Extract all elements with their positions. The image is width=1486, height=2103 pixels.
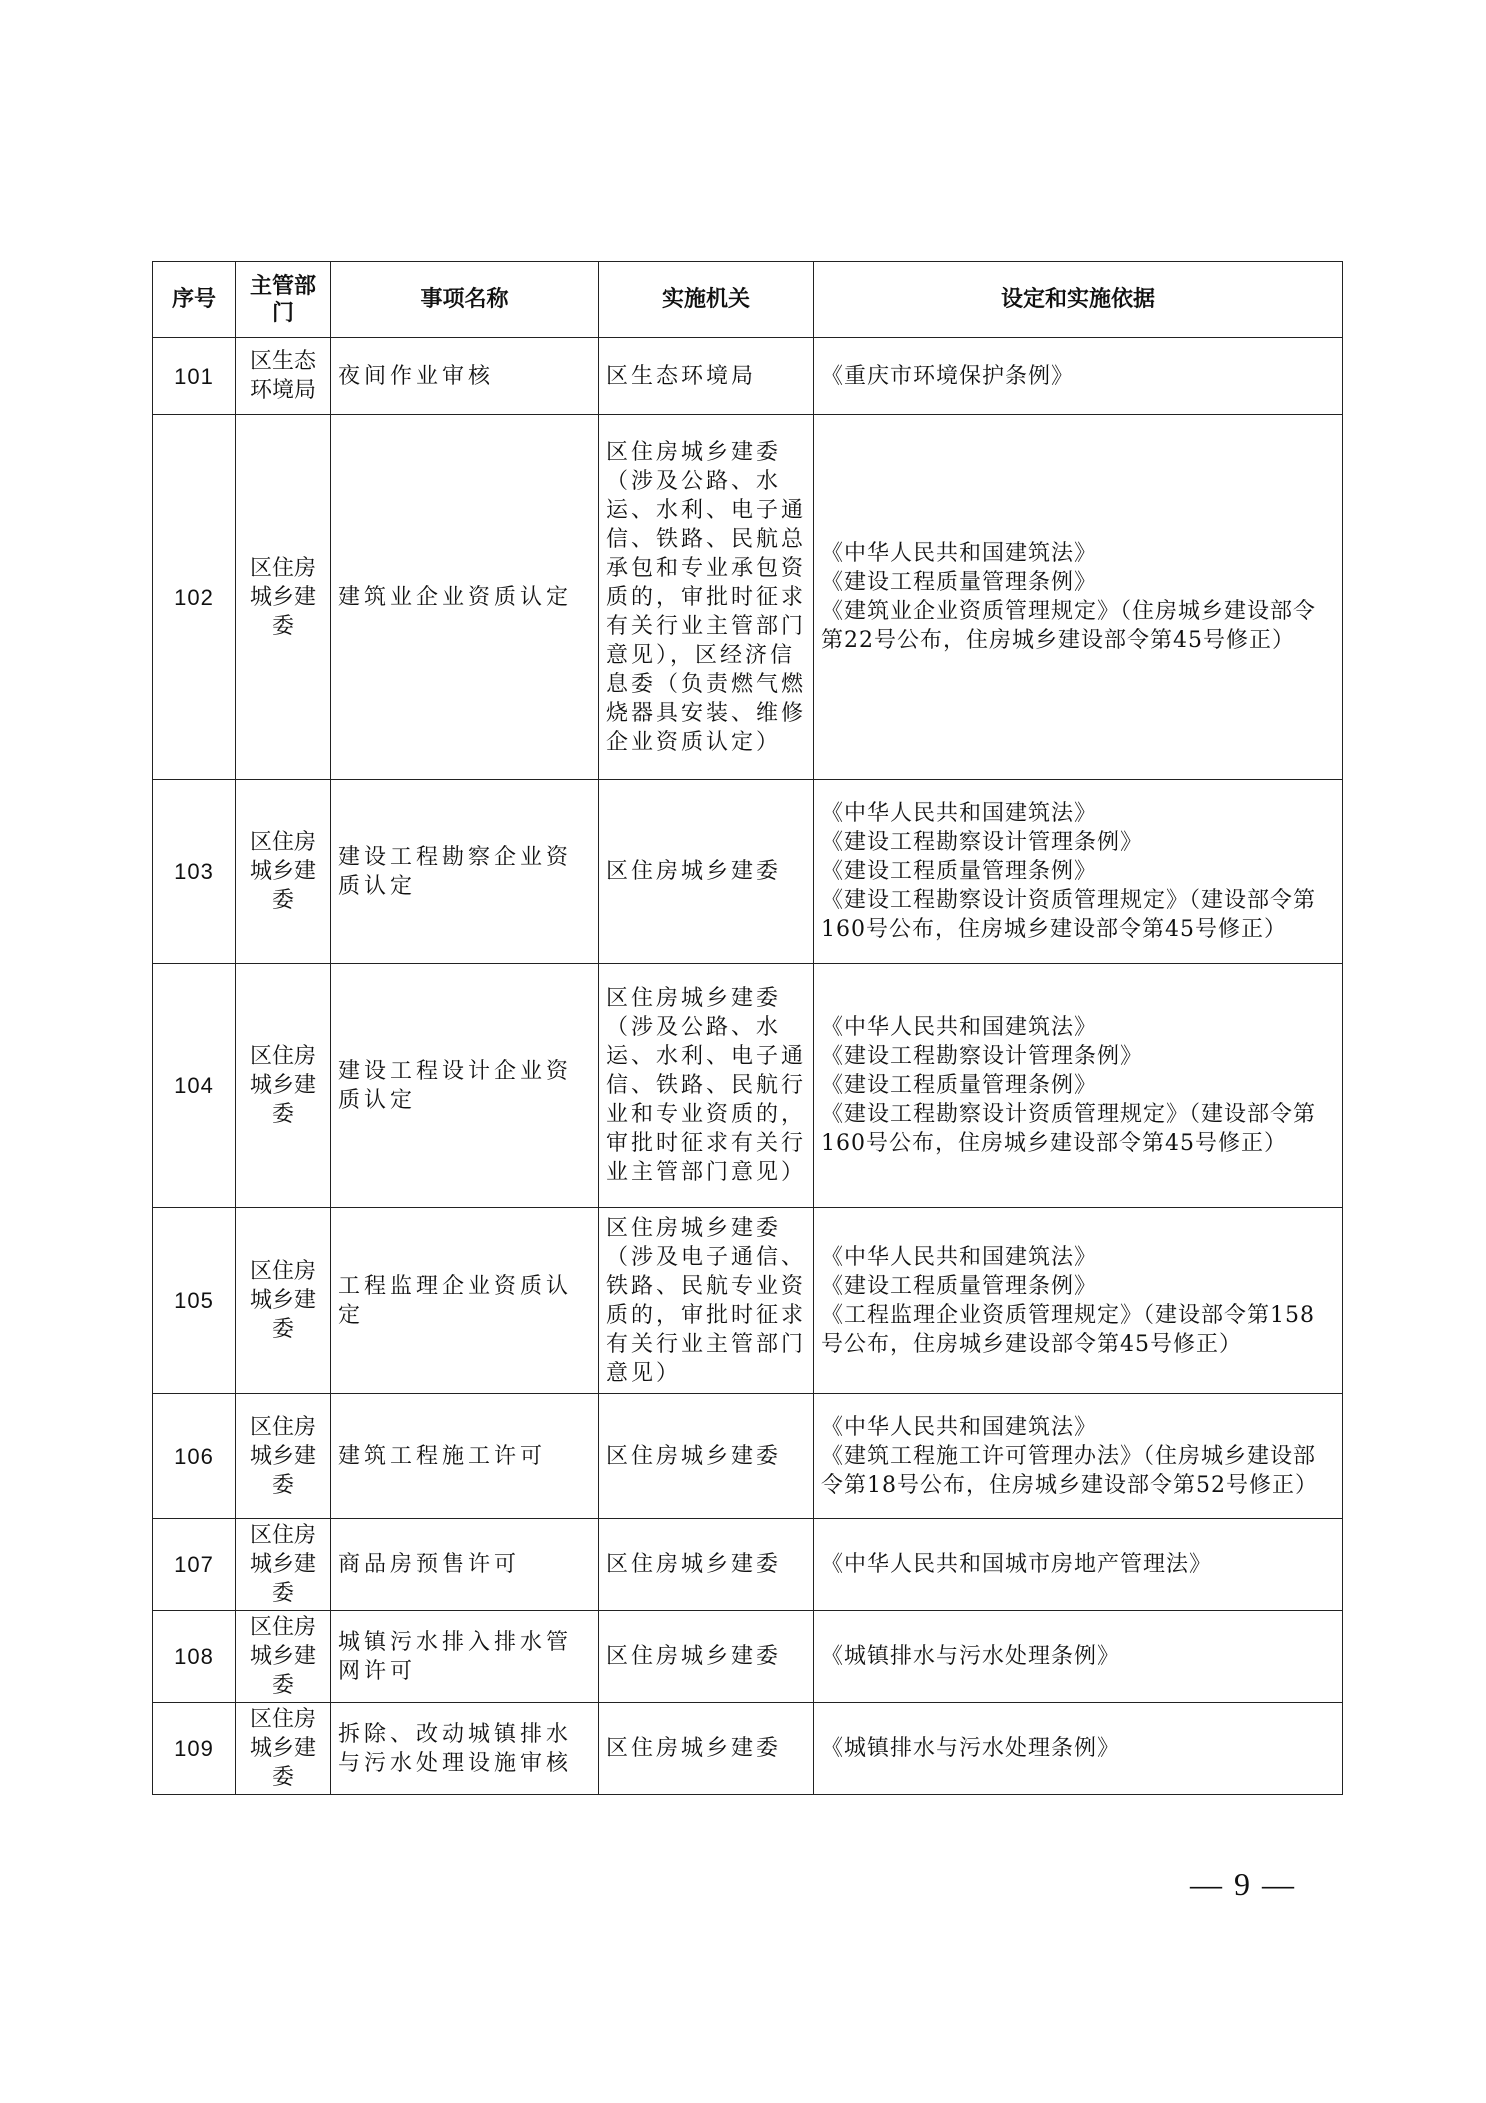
row-basis <box>814 964 1343 1208</box>
row-org: 区住房城乡建委 <box>599 1519 814 1611</box>
table-header-row <box>153 262 1343 338</box>
row-dept: 区住房城乡建委 <box>236 1611 331 1703</box>
row-org: 区住房城乡建委 <box>599 780 814 964</box>
table-row <box>153 415 1343 780</box>
row-org: 区住房城乡建委 <box>599 1394 814 1519</box>
basis-law: 《中华人民共和国城市房地产管理法》 <box>821 1552 1213 1577</box>
row-no: 107 <box>153 1519 236 1611</box>
row-name: 商品房预售许可 <box>331 1519 599 1611</box>
approval-items-table <box>152 261 1343 1795</box>
basis-law: 《建筑业企业资质管理规定》（住房城乡建设部令第22号公布，住房城乡建设部令第45号修正） <box>821 599 1317 653</box>
row-name: 建设工程勘察企业资质认定 <box>331 780 599 964</box>
row-no: 104 <box>153 964 236 1208</box>
row-basis <box>814 1394 1343 1519</box>
row-name: 建设工程设计企业资质认定 <box>331 964 599 1208</box>
row-basis <box>814 1611 1343 1703</box>
row-no: 108 <box>153 1611 236 1703</box>
row-name: 夜间作业审核 <box>331 338 599 415</box>
basis-law: 《建设工程勘察设计管理条例》 <box>821 1044 1144 1069</box>
row-org: 区住房城乡建委（涉及公路、水运、水利、电子通信、铁路、民航行业和专业资质的，审批时征求有关行业主管部门意见） <box>599 964 814 1208</box>
row-org: 区住房城乡建委（涉及公路、水运、水利、电子通信、铁路、民航总承包和专业承包资质的，审批时征求有关行业主管部门意见），区经济信息委（负责燃气燃烧器具安装、维修企业资质认定） <box>599 415 814 780</box>
row-basis <box>814 338 1343 415</box>
row-name: 建筑工程施工许可 <box>331 1394 599 1519</box>
basis-law: 《中华人民共和国建筑法》 <box>821 801 1098 826</box>
header-dept <box>236 262 331 338</box>
basis-law: 《城镇排水与污水处理条例》 <box>821 1736 1121 1761</box>
row-dept: 区住房城乡建委 <box>236 964 331 1208</box>
row-name: 城镇污水排入排水管网许可 <box>331 1611 599 1703</box>
table-row <box>153 780 1343 964</box>
basis-law: 《工程监理企业资质管理规定》（建设部令第158号公布，住房城乡建设部令第45号修正） <box>821 1302 1315 1357</box>
row-org: 区生态环境局 <box>599 338 814 415</box>
row-org: 区住房城乡建委 <box>599 1703 814 1795</box>
basis-law: 《建设工程勘察设计资质管理规定》（建设部令第160号公布，住房城乡建设部令第45号修正） <box>821 888 1317 942</box>
row-dept: 区住房城乡建委 <box>236 1208 331 1394</box>
row-no: 102 <box>153 415 236 780</box>
table-row <box>153 1611 1343 1703</box>
row-dept: 区住房城乡建委 <box>236 1394 331 1519</box>
basis-law: 《中华人民共和国建筑法》 <box>821 1414 1098 1440</box>
basis-law: 《建设工程质量管理条例》 <box>821 570 1098 595</box>
row-no: 105 <box>153 1208 236 1394</box>
table-row <box>153 1208 1343 1394</box>
row-no: 103 <box>153 780 236 964</box>
basis-law: 《中华人民共和国建筑法》 <box>821 541 1098 566</box>
table-row <box>153 338 1343 415</box>
row-no: 109 <box>153 1703 236 1795</box>
row-name: 工程监理企业资质认定 <box>331 1208 599 1394</box>
header-no: 序号 <box>153 262 236 338</box>
row-name: 拆除、改动城镇排水与污水处理设施审核 <box>331 1703 599 1795</box>
row-basis <box>814 1703 1343 1795</box>
row-name: 建筑业企业资质认定 <box>331 415 599 780</box>
row-basis <box>814 1519 1343 1611</box>
table-row <box>153 1394 1343 1519</box>
row-no: 106 <box>153 1394 236 1519</box>
row-basis <box>814 780 1343 964</box>
basis-law: 《建设工程勘察设计管理条例》 <box>821 830 1144 855</box>
basis-law: 《建筑工程施工许可管理办法》（住房城乡建设部令第18号公布，住房城乡建设部令第52号修正） <box>821 1443 1318 1498</box>
row-dept: 区住房城乡建委 <box>236 780 331 964</box>
page-number: — 9 — <box>1190 1866 1296 1902</box>
row-dept: 区住房城乡建委 <box>236 1519 331 1611</box>
table-row <box>153 1519 1343 1611</box>
basis-law: 《中华人民共和国建筑法》 <box>821 1244 1098 1270</box>
header-dept-text: 主管部门 <box>250 273 317 326</box>
basis-law: 《建设工程质量管理条例》 <box>821 1273 1098 1299</box>
basis-law: 《建设工程质量管理条例》 <box>821 1073 1098 1098</box>
header-name: 事项名称 <box>331 262 599 338</box>
row-dept: 区住房城乡建委 <box>236 1703 331 1795</box>
row-basis <box>814 1208 1343 1394</box>
basis-law: 《城镇排水与污水处理条例》 <box>821 1644 1121 1669</box>
row-dept: 区住房城乡建委 <box>236 415 331 780</box>
table-row <box>153 1703 1343 1795</box>
basis-law: 《建设工程质量管理条例》 <box>821 859 1098 884</box>
row-org: 区住房城乡建委 <box>599 1611 814 1703</box>
basis-law: 《建设工程勘察设计资质管理规定》（建设部令第160号公布，住房城乡建设部令第45号修正） <box>821 1102 1317 1156</box>
header-org: 实施机关 <box>599 262 814 338</box>
row-dept: 区生态环境局 <box>236 338 331 415</box>
row-no: 101 <box>153 338 236 415</box>
row-org: 区住房城乡建委（涉及电子通信、铁路、民航专业资质的，审批时征求有关行业主管部门意见） <box>599 1208 814 1394</box>
table-row <box>153 964 1343 1208</box>
basis-law: 《重庆市环境保护条例》 <box>821 363 1075 389</box>
header-basis: 设定和实施依据 <box>814 262 1343 338</box>
basis-law: 《中华人民共和国建筑法》 <box>821 1015 1098 1040</box>
row-basis <box>814 415 1343 780</box>
